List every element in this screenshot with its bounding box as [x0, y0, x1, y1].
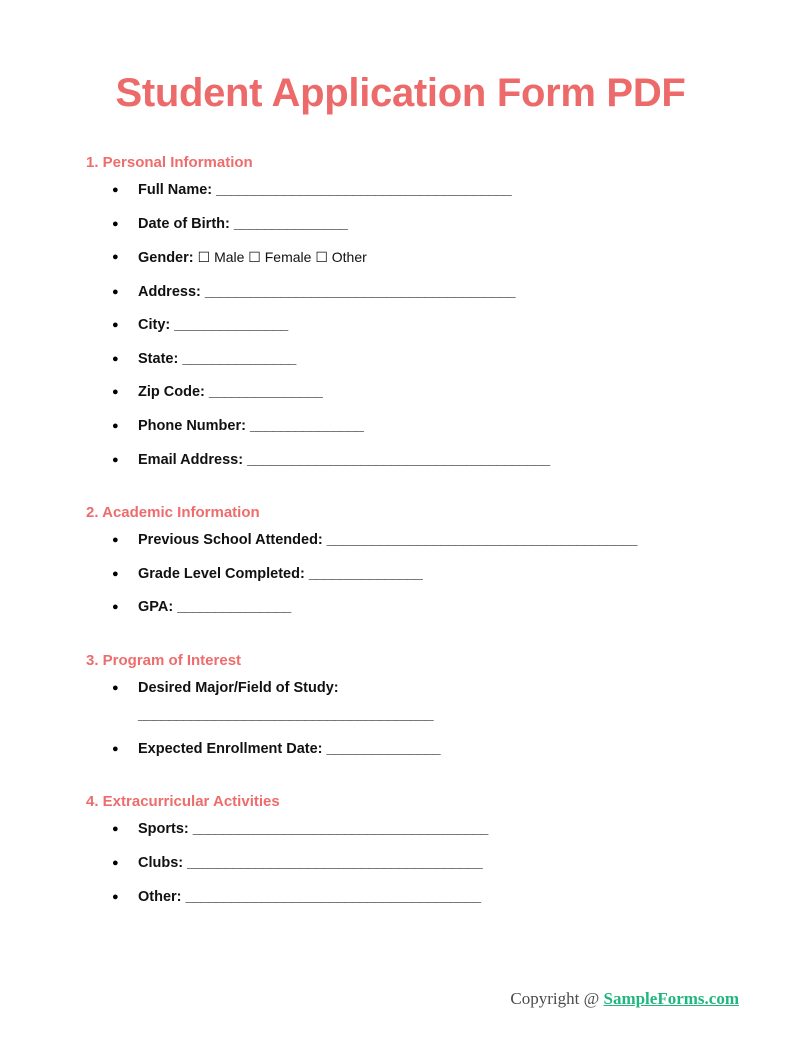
field-label: Phone Number: [138, 417, 250, 434]
field-blank[interactable]: _______________________________________ [138, 707, 434, 724]
field-blank[interactable]: _______________ [177, 599, 291, 616]
section-extracurricular-activities [60, 793, 741, 907]
copyright-text: Copyright @ [510, 989, 604, 1008]
field-label: Grade Level Completed: [138, 565, 309, 582]
field-label: Other: [138, 888, 186, 905]
field-blank[interactable]: ________________________________________ [247, 451, 550, 468]
field-label: GPA: [138, 599, 178, 616]
field-label: Address: [138, 283, 205, 300]
list-item [112, 383, 741, 403]
list-item [112, 316, 741, 336]
list-item [112, 565, 741, 585]
list-item [112, 679, 741, 726]
section-academic-information [60, 504, 741, 618]
field-blank[interactable]: _______________________________________ [185, 888, 481, 905]
list-item [112, 181, 741, 201]
list-item [112, 598, 741, 618]
field-label: Desired Major/Field of Study: [138, 679, 339, 696]
field-label: City: [138, 317, 175, 334]
field-blank[interactable]: _______________ [249, 417, 364, 434]
field-label: Clubs: [138, 855, 188, 871]
field-label: Sports: [138, 821, 193, 838]
field-blank[interactable]: _______________________________________ [192, 821, 488, 838]
field-blank[interactable]: _________________________________________ [326, 532, 637, 549]
list-item [112, 451, 741, 471]
section-heading: 3. Program of Interest [86, 651, 242, 669]
field-label: Email Address: [138, 451, 248, 468]
list-item [112, 820, 741, 840]
footer-copyright [510, 989, 739, 1009]
list-item [112, 283, 741, 303]
section-heading: 2. Academic Information [86, 504, 260, 522]
field-blank[interactable]: _______________ [182, 350, 296, 367]
section-personal-information [60, 154, 741, 470]
field-blank[interactable]: _________________________________________ [204, 283, 516, 300]
section-heading: 1. Personal Information [86, 154, 253, 171]
field-label: Expected Enrollment Date: [138, 740, 327, 757]
field-blank[interactable]: _______________ [326, 740, 441, 757]
list-item [112, 248, 741, 269]
field-label: Previous School Attended: [138, 532, 327, 549]
list-item [112, 740, 741, 760]
list-item [112, 854, 741, 874]
field-list [60, 820, 741, 907]
field-blank[interactable]: _______________________________________ [187, 855, 483, 871]
list-item [112, 215, 741, 235]
field-blank[interactable]: _______________ [208, 384, 323, 401]
section-heading: 4. Extracurricular Activities [86, 793, 280, 811]
field-blank[interactable]: _______________ [174, 317, 288, 334]
field-label: Gender: [138, 250, 198, 267]
list-item [112, 888, 741, 908]
field-label: Zip Code: [138, 384, 209, 401]
field-blank[interactable]: _______________ [233, 215, 348, 232]
field-list [60, 531, 741, 618]
field-blank[interactable]: _______________________________________ [216, 182, 512, 198]
field-label: State: [138, 350, 183, 367]
list-item [112, 350, 741, 370]
list-item [112, 417, 741, 437]
gender-checkbox-group[interactable]: ☐ Male ☐ Female ☐ Other [197, 249, 367, 266]
brand-link[interactable]: SampleForms.com [603, 989, 739, 1008]
field-blank[interactable]: _______________ [308, 565, 423, 582]
field-label: Full Name: [138, 182, 217, 198]
section-program-of-interest [60, 652, 741, 760]
field-list [60, 181, 741, 470]
page-title: Student Application Form PDF [115, 71, 686, 115]
field-label: Date of Birth: [138, 215, 234, 232]
list-item [112, 531, 741, 551]
field-list [60, 679, 741, 760]
